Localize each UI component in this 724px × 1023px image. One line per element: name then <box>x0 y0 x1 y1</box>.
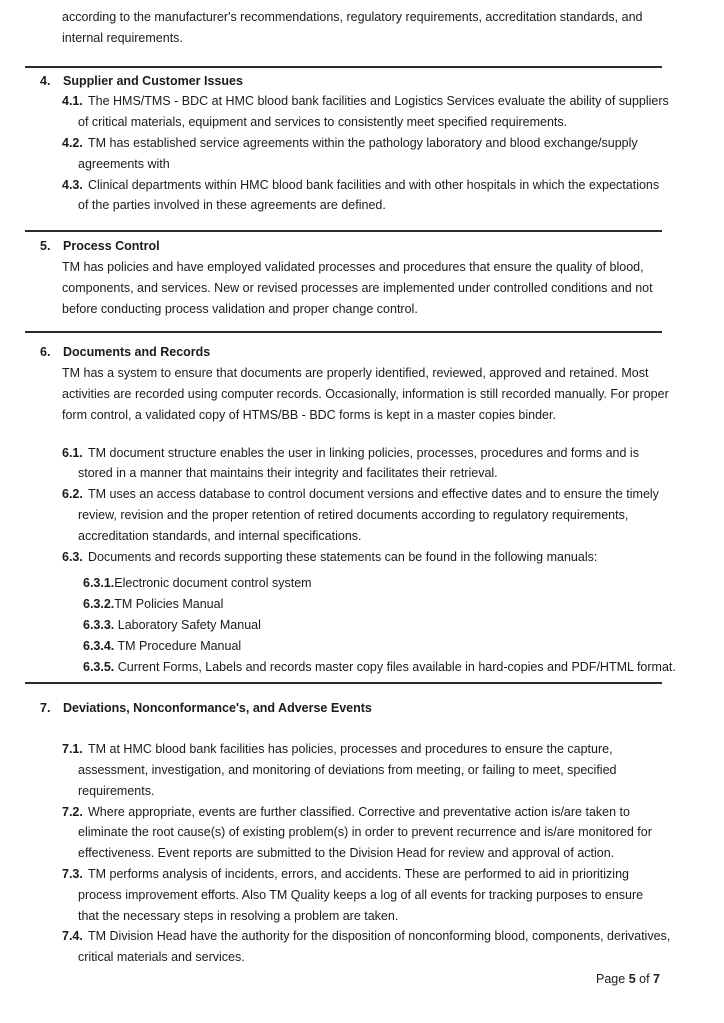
clause-line: of the parties involved in these agreements are defined. <box>78 198 386 213</box>
clause-line: critical materials and services. <box>78 950 245 965</box>
clause-text: TM Procedure Manual <box>114 639 242 654</box>
clause-line: stored in a manner that maintains their integrity and facilitates their retrieval. <box>78 466 498 481</box>
clause-number: 6.3. <box>62 549 83 564</box>
section-6 <box>0 331 724 678</box>
clause-line <box>0 594 724 615</box>
section-heading <box>0 342 724 363</box>
section-divider <box>25 331 662 333</box>
clause-text: Electronic document control system <box>114 576 312 591</box>
clause-line <box>0 484 724 505</box>
clause-number: 6.3.3. <box>83 618 115 633</box>
intro-line: internal requirements. <box>62 30 183 45</box>
clause-7-2 <box>0 802 724 864</box>
clause-line <box>0 175 724 196</box>
section-heading <box>0 698 724 719</box>
paragraph-line: components, and services. New or revised processes are implemented under controlled conditions and not <box>62 280 653 295</box>
section-title: Deviations, Nonconformance's, and Adverse Events <box>63 701 372 716</box>
clause-6-2 <box>0 484 724 546</box>
clause-text: TM document structure enables the user in linking policies, processes, procedures and forms and is <box>88 445 639 460</box>
paragraph-line: before conducting process validation and proper change control. <box>62 301 418 316</box>
section-heading <box>0 236 724 257</box>
clause-text: Laboratory Safety Manual <box>114 618 261 633</box>
clause-number: 6.3.1. <box>83 576 115 591</box>
clause-line: requirements. <box>78 783 155 798</box>
clause-line: review, revision and the proper retention of retired documents according to regulatory requirements, <box>78 507 629 522</box>
clause-line <box>0 91 724 112</box>
clause-7-4 <box>0 926 724 968</box>
clause-line: of critical materials, equipment and services to consistently meet specified requirements. <box>78 115 568 130</box>
clause-text: TM has established service agreements within the pathology laboratory and blood exchange/supply <box>88 135 638 150</box>
sections-container <box>0 66 724 968</box>
section-heading <box>0 71 724 92</box>
section-number: 6. <box>40 345 51 360</box>
clause-line: effectiveness. Event reports are submitted to the Division Head for review and approval of action. <box>78 846 615 861</box>
clause-number: 6.2. <box>62 487 83 502</box>
clause-6-3-3 <box>0 615 724 636</box>
section-title: Process Control <box>63 239 160 254</box>
clause-line: agreements with <box>78 156 170 171</box>
footer-page-label: Page <box>596 971 626 986</box>
clause-number: 7.4. <box>62 929 83 944</box>
clause-line: process improvement efforts. Also TM Quality keeps a log of all events for tracking purposes to ensure <box>78 887 644 902</box>
clause-line <box>0 443 724 464</box>
clause-line <box>0 926 724 947</box>
section-divider <box>25 230 662 232</box>
clause-text: The HMS/TMS - BDC at HMC blood bank facilities and Logistics Services evaluate the ability of suppliers <box>88 94 669 109</box>
footer-page-number: 5 <box>628 971 636 986</box>
clause-number: 4.2. <box>62 135 83 150</box>
clause-line <box>0 636 724 657</box>
section-5 <box>0 230 724 319</box>
paragraph <box>0 363 724 425</box>
clause-6-3-1 <box>0 573 724 594</box>
intro-paragraph <box>0 7 724 49</box>
footer-total-pages: 7 <box>653 971 660 986</box>
clause-line: that the necessary steps in resolving a problem are taken. <box>78 908 399 923</box>
clause-line: eliminate the root cause(s) of existing problem(s) in order to prevent recurrence and is/are monitored for <box>78 825 652 840</box>
clause-text: Documents and records supporting these statements can be found in the following manuals: <box>88 549 598 564</box>
section-7 <box>0 682 724 968</box>
clause-number: 4.3. <box>62 177 83 192</box>
section-number: 4. <box>40 73 51 88</box>
clause-text: TM Policies Manual <box>114 597 224 612</box>
paragraph <box>0 257 724 319</box>
clause-line <box>0 739 724 760</box>
clause-6-3-4 <box>0 636 724 657</box>
paragraph-line: activities are recorded using computer records. Occasionally, information is still recorded manually. For proper <box>62 386 669 401</box>
clause-7-3 <box>0 864 724 926</box>
clause-4-3 <box>0 175 724 217</box>
page-footer <box>0 969 724 990</box>
clause-number: 6.1. <box>62 445 83 460</box>
section-number: 5. <box>40 239 51 254</box>
section-title: Documents and Records <box>63 345 211 360</box>
clause-text: TM performs analysis of incidents, errors, and accidents. These are performed to aid in prioritizing <box>88 866 629 881</box>
clause-6-3-2 <box>0 594 724 615</box>
clause-line <box>0 864 724 885</box>
clause-line <box>0 573 724 594</box>
clause-text: Current Forms, Labels and records master copy files available in hard-copies and PDF/HTML format. <box>114 660 676 675</box>
paragraph-line: TM has a system to ensure that documents are properly identified, reviewed, approved and retained. Most <box>62 366 649 381</box>
clause-line <box>0 615 724 636</box>
intro-line: according to the manufacturer's recommendations, regulatory requirements, accreditation standards, and <box>62 10 643 24</box>
section-number: 7. <box>40 701 51 716</box>
clause-line <box>0 547 724 568</box>
section-divider <box>25 682 662 684</box>
clause-text: TM Division Head have the authority for the disposition of nonconforming blood, components, derivatives, <box>88 929 671 944</box>
footer-of-label: of <box>639 971 650 986</box>
clause-text: Where appropriate, events are further classified. Corrective and preventative action is/are taken to <box>88 804 630 819</box>
clause-text: TM uses an access database to control document versions and effective dates and to ensure the timely <box>88 487 659 502</box>
clause-number: 7.1. <box>62 742 83 757</box>
clause-number: 6.3.2. <box>83 597 115 612</box>
clause-number: 6.3.4. <box>83 639 115 654</box>
clause-6-3 <box>0 547 724 568</box>
clause-line: assessment, investigation, and monitoring of deviations from meeting, or failing to meet, specified <box>78 762 617 777</box>
clause-line <box>0 657 724 678</box>
clause-text: Clinical departments within HMC blood bank facilities and with other hospitals in which the expectations <box>88 177 660 192</box>
clause-4-2 <box>0 133 724 175</box>
clause-line: accreditation standards, and internal specifications. <box>78 528 362 543</box>
clause-line <box>0 133 724 154</box>
clause-7-1 <box>0 739 724 801</box>
clause-6-3-5 <box>0 657 724 678</box>
clause-number: 7.2. <box>62 804 83 819</box>
paragraph-line: form control, a validated copy of HTMS/BB - BDC forms is kept in a master copies binder. <box>62 407 556 422</box>
paragraph-line: TM has policies and have employed validated processes and procedures that ensure the quality of blood, <box>62 259 644 274</box>
clause-number: 4.1. <box>62 94 83 109</box>
section-divider <box>25 66 662 68</box>
clause-line <box>0 802 724 823</box>
section-title: Supplier and Customer Issues <box>63 73 243 88</box>
clause-6-1 <box>0 443 724 485</box>
section-4 <box>0 66 724 217</box>
clause-text: TM at HMC blood bank facilities has policies, processes and procedures to ensure the capture, <box>88 742 613 757</box>
clause-number: 6.3.5. <box>83 660 115 675</box>
clause-4-1 <box>0 91 724 133</box>
clause-number: 7.3. <box>62 866 83 881</box>
